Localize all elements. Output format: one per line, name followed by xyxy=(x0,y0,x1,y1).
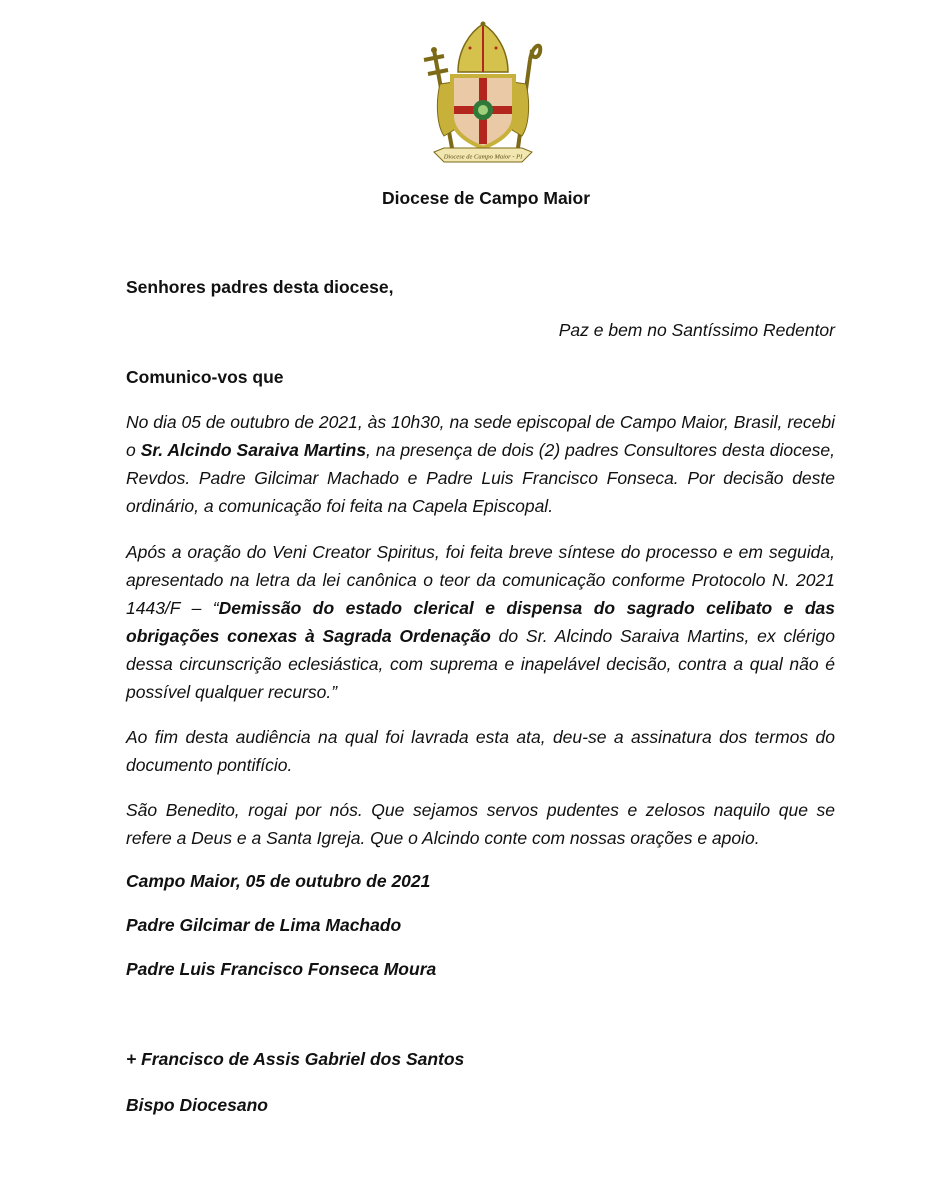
paragraph-meeting-c: , na presença de dois (2) padres Consultores desta diocese, Revdos. Padre Gilcimar Machado e Padre Luis Francisco Fonseca. Por decisão deste ordinário, a comunicação foi feita na Capela Episcopal. xyxy=(126,440,835,516)
paragraph-decision-title: Demissão do estado clerical e dispensa do sagrado celibato e das obrigações conexas à Sagrada Ordenação xyxy=(126,598,836,646)
witness-1: Padre Gilcimar de Lima Machado xyxy=(126,915,402,935)
mitre-icon xyxy=(458,22,508,73)
paragraph-decision xyxy=(126,538,835,706)
letter-intro: Comunico-vos que xyxy=(126,367,284,387)
paragraph-meeting-name: Sr. Alcindo Saraiva Martins xyxy=(140,440,367,460)
paragraph-closing-prayer: São Benedito, rogai por nós. Que sejamos servos pudentes e zelosos naquilo que se refere a Deus e a Santa Igreja. Que o Alcindo conte com nossas orações e apoio. xyxy=(126,800,835,848)
letter-greeting: Paz e bem no Santíssimo Redentor xyxy=(558,320,835,340)
paragraph-signature-note: Ao fim desta audiência na qual foi lavrada esta ata, deu-se a assinatura dos termos do documento pontifício. xyxy=(126,727,835,775)
paragraph-decision-c: do Sr. Alcindo Saraiva Martins, ex clérigo dessa circunscrição eclesiástica, com suprema e inapelável decisão, contra a qual não é possível qualquer recurso.” xyxy=(126,626,835,702)
signatory-title: Bispo Diocesano xyxy=(126,1095,268,1115)
motto-ribbon xyxy=(434,148,532,162)
witness-2: Padre Luis Francisco Fonseca Moura xyxy=(126,959,437,979)
signatory-name: + Francisco de Assis Gabriel dos Santos xyxy=(126,1049,465,1069)
place-and-date: Campo Maior, 05 de outubro de 2021 xyxy=(126,871,431,891)
letter-salutation: Senhores padres desta diocese, xyxy=(126,277,394,297)
shield-icon xyxy=(452,76,514,148)
paragraph-decision-a: Após a oração do Veni Creator Spiritus, foi feita breve síntese do processo e em seguida, apresentado na letra da lei canônica o teor da comunicação conforme Protocolo N. 2021 1443/F – “ xyxy=(126,542,835,618)
paragraph-meeting xyxy=(126,408,835,520)
paragraph-meeting-a: No dia 05 de outubro de 2021, às 10h30, na sede episcopal de Campo Maior, Brasil, recebi o xyxy=(126,412,835,460)
organization-title: Diocese de Campo Maior xyxy=(381,188,591,208)
crest-inscription: Diocese de Campo Maior - PI xyxy=(443,153,523,161)
diocese-coat-of-arms xyxy=(418,20,548,170)
